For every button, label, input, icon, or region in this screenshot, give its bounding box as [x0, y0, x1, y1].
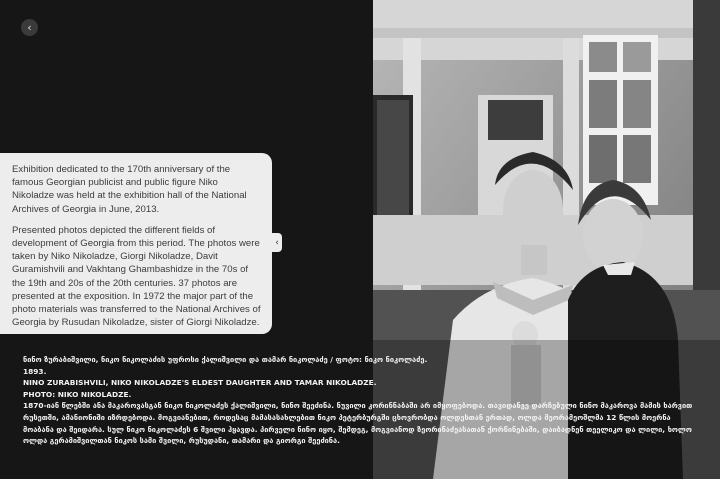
caption-photo-credit: PHOTO: NIKO NIKOLADZE.: [23, 389, 132, 399]
chevron-left-icon: ‹: [27, 21, 32, 34]
back-button[interactable]: [21, 19, 38, 36]
caption-description-geo: 1870-იან წლებში ანა მაკაროვასგან ნიკო ნიკოლაძეს ქალიშვილი, ნინო შეეძინა. ნუვილი კორინნაბაში არ იმყოფებოდა. თავიდანვე დარჩებული ნინო მაკაროვა მამის ხარვით რუსეთში, ამანიონიში იზრდებოდა. მოგვიანებით, როდესაც მამასასახლებით ნიკო პეტერბურგში ცხოვრობდა ოლდესთან ერთად, ოლდა მეორამეოშლმა 12 წლის მოერნა მოაბანა და შეიდარა. სულ ნიკო ნიკოლაძეს 6 შვილი ჰყავდა. პირველი ნინო იყო, შემდეგ, მოგვიანოდ ზეორინაძეასათან ქორწინებაში, დაიბადნენ თეელიკო და ლილი, ხოლო ოლდა გერამიშვილთან ნიკოს სამი შვილი, რუსუდანი, თამარი და გიორგი შეეძინა.: [23, 401, 693, 446]
info-paragraph-2: Presented photos depicted the different fields of development of Georgia from this period. The photos were taken by Niko Nikoladze, Giorgi Nikoladze, Davit Guramishvili and Vakhtang Ghambashidze in the 70s of the 19th and 20s of the 20th centuries. 37 photos are presented at the exposition. In 1972 the major part of the photo materials was transferred to the National Archives of Georgia by Rusudan Nikoladze, sister of Giorgi Nikoladze.: [12, 224, 261, 329]
info-paragraph-1: Exhibition dedicated to the 170th anniversary of the famous Georgian publicist and public figure Niko Nikoladze was held at the exhibition hall of the National Archives of Georgia in June, 2013.: [12, 164, 247, 215]
chevron-left-icon: ‹: [275, 237, 279, 248]
caption-year: 1893.: [23, 366, 47, 376]
collapse-panel-button[interactable]: [272, 233, 282, 252]
photo-caption: [23, 354, 693, 447]
info-panel: [0, 153, 272, 334]
caption-title-en: NINO ZURABISHVILI, NIKO NIKOLADZE'S ELDEST DAUGHTER AND TAMAR NIKOLADZE.: [23, 378, 377, 388]
caption-geo-title: ნინო ზურაბიშვილი, ნიკო ნიკოლაძის უფროსი ქალიშვილი და თამარ ნიკოლაძე / ფოტო: ნიკო ნიკოლაძე.: [23, 355, 428, 364]
